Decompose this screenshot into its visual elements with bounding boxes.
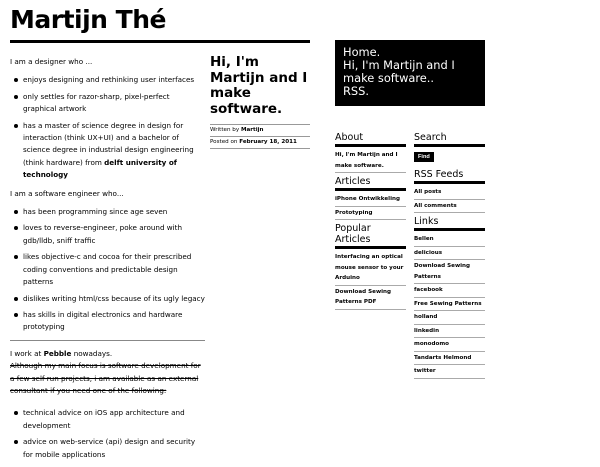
about-title: About xyxy=(335,132,406,147)
company-name: Pebble xyxy=(43,348,72,358)
list-item: advice on web-service (api) design and security for mobile applications xyxy=(10,436,205,461)
links-title: Links xyxy=(414,216,485,231)
about-link[interactable]: Hi, I'm Martijn and I make software. xyxy=(335,149,406,173)
rss-link[interactable]: All posts xyxy=(414,186,485,200)
list-item-text: has a master of science degree in design for interaction (think UX+UI) and a bachelor of science degree in industrial design engineering (think hardware) from xyxy=(23,120,194,167)
blogroll-link[interactable]: Download Sewing Patterns xyxy=(414,260,485,284)
post-author[interactable]: Martijn xyxy=(240,127,264,133)
blogroll-link[interactable]: delicious xyxy=(414,247,485,261)
consulting-note: Although my main focus is software development for a few self-run projects, i am available as an external consultant if you need one of the following: xyxy=(10,361,201,395)
post-author-row xyxy=(210,124,310,136)
search-find-button[interactable]: Find xyxy=(414,152,434,162)
header-nav-box xyxy=(335,40,485,106)
section-divider xyxy=(10,340,205,341)
popular-title: Popular Articles xyxy=(335,223,406,249)
engineer-list xyxy=(10,206,205,334)
list-item: has skills in digital electronics and hardware prototyping xyxy=(10,309,205,334)
engineer-heading: I am a software engineer who... xyxy=(10,188,124,198)
rss-section xyxy=(414,169,485,213)
list-item xyxy=(10,120,205,182)
blogroll-link[interactable]: facebook xyxy=(414,284,485,298)
popular-link[interactable]: Download Sewing Patterns PDF xyxy=(335,286,406,310)
rss-title: RSS Feeds xyxy=(414,169,485,184)
nav-blog-link[interactable]: Hi, I'm Martijn and I make software.. xyxy=(343,58,455,85)
list-item: likes objective-c and cocoa for their prescribed coding conventions and predictable design patterns xyxy=(10,251,205,288)
work-prefix: I work at xyxy=(10,348,42,358)
search-section xyxy=(414,132,485,166)
blogroll-link[interactable]: linkedin xyxy=(414,325,485,339)
post xyxy=(210,55,310,149)
list-item: loves to reverse-engineer, poke around with gdb/lldb, sniff traffic xyxy=(10,222,205,247)
posted-on-label: Posted on xyxy=(210,139,238,145)
blogroll-link[interactable]: Bellen xyxy=(414,233,485,247)
work-suffix: nowadays. xyxy=(73,348,113,358)
blogroll-link[interactable]: Tandarts Helmond xyxy=(414,352,485,366)
written-by-label: Written by xyxy=(210,127,240,133)
work-line xyxy=(10,348,205,360)
article-link[interactable]: iPhone Ontwikkeling xyxy=(335,193,406,207)
post-title[interactable]: Hi, I'm Martijn and I make software. xyxy=(210,54,308,117)
article-link[interactable]: Prototyping xyxy=(335,207,406,221)
header-divider xyxy=(10,40,310,43)
intro-section xyxy=(10,56,205,467)
sidebar-left-column xyxy=(335,132,406,313)
consult-list xyxy=(10,407,205,461)
blogroll-link[interactable]: monodomo xyxy=(414,338,485,352)
site-title[interactable]: Martijn Thé xyxy=(10,5,166,34)
designer-list xyxy=(10,74,205,181)
university-name: delft university of technology xyxy=(23,157,177,180)
popular-section xyxy=(335,223,406,310)
list-item: has been programming since age seven xyxy=(10,206,205,218)
list-item: only settles for razor-sharp, pixel-perfect graphical artwork xyxy=(10,91,205,116)
post-date: February 18, 2011 xyxy=(239,139,297,145)
articles-section xyxy=(335,176,406,220)
post-date-row xyxy=(210,136,310,149)
post-meta xyxy=(210,124,310,149)
blogroll-link[interactable]: holland xyxy=(414,311,485,325)
search-title: Search xyxy=(414,132,485,147)
nav-home-link[interactable]: Home. xyxy=(343,45,381,59)
list-item: technical advice on iOS app architecture and development xyxy=(10,407,205,432)
sidebar-right-column xyxy=(414,132,485,382)
rss-link[interactable]: All comments xyxy=(414,200,485,214)
list-item: dislikes writing html/css because of its ugly legacy xyxy=(10,293,205,305)
popular-link[interactable]: Interfacing an optical mouse sensor to your Arduino xyxy=(335,251,406,286)
articles-title: Articles xyxy=(335,176,406,191)
about-section xyxy=(335,132,406,173)
links-section xyxy=(414,216,485,379)
nav-rss-link[interactable]: RSS. xyxy=(343,84,369,98)
blogroll-link[interactable]: twitter xyxy=(414,365,485,379)
blogroll-link[interactable]: Free Sewing Patterns xyxy=(414,298,485,312)
list-item: enjoys designing and rethinking user interfaces xyxy=(10,74,205,86)
designer-heading: I am a designer who ... xyxy=(10,57,93,66)
